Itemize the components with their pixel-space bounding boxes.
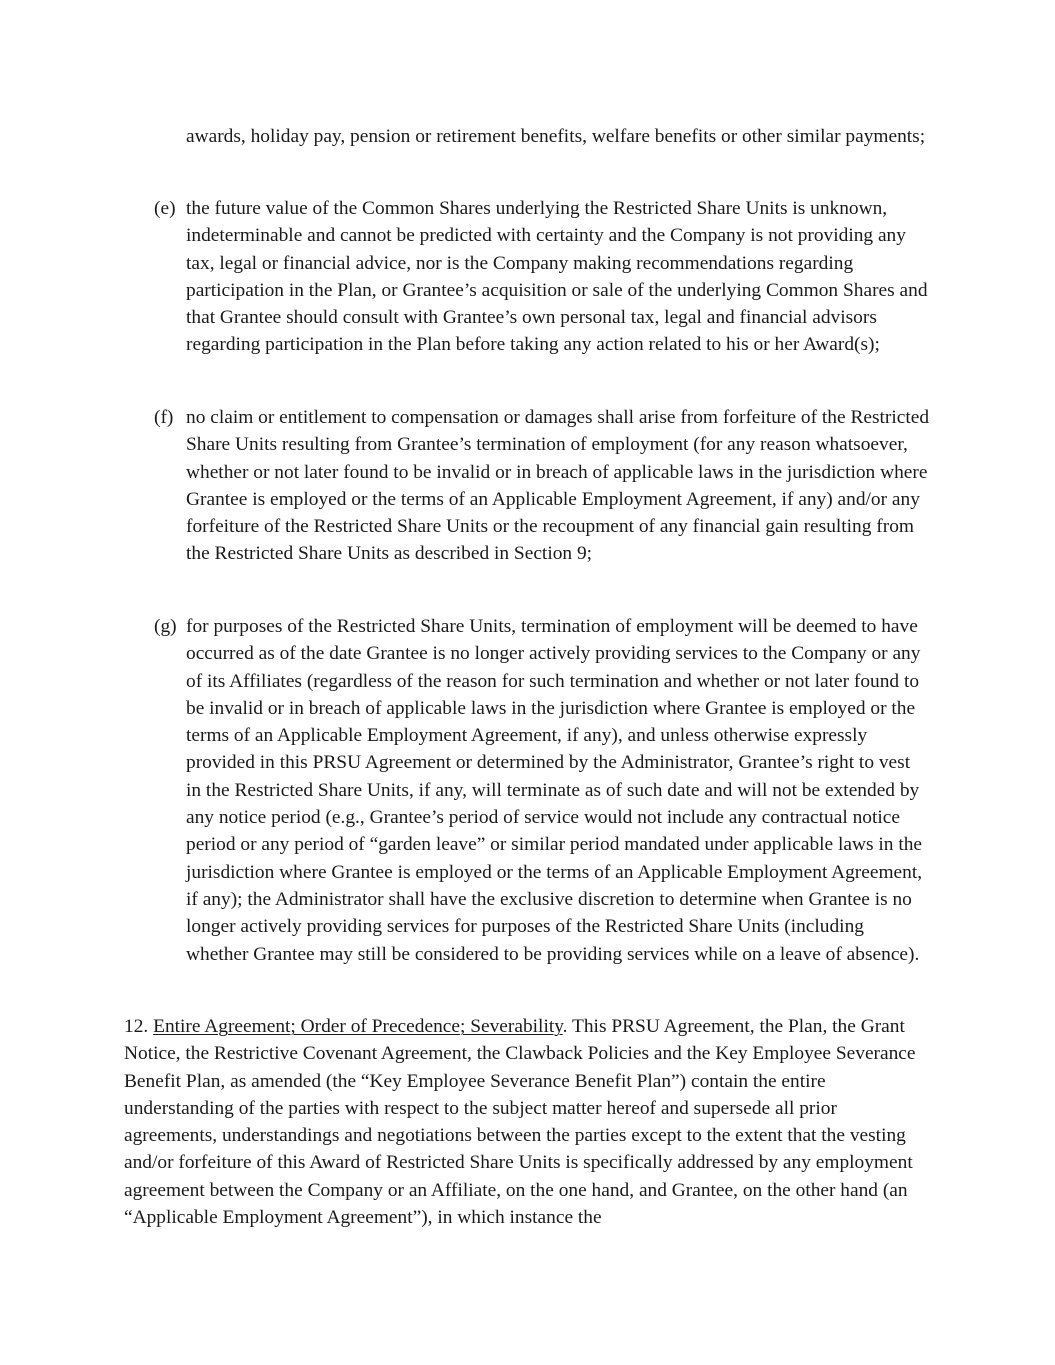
section-12-paragraph [124, 1013, 930, 1231]
section-body: This PRSU Agreement, the Plan, the Grant Notice, the Restrictive Covenant Agreement, the Clawback Policies and the Key Employee Severance Benefit Plan, as amended (the “Key Employee Severance Benefit Plan”) contain the entire understanding of the parties with respect to the subject matter hereof and supersede all prior agreements, understandings and negotiations between the parties except to the extent that the vesting and/or forfeiture of this Award of Restricted Share Units is specifically addressed by any employment agreement between the Company or an Affiliate, on the one hand, and Grantee, on the other hand (an “Applicable Employment Agreement”), in which instance the [124, 1016, 916, 1229]
section-heading-period: . [562, 1016, 568, 1037]
list-item-label: (f) [154, 407, 174, 428]
list-item-text: the future value of the Common Shares underlying the Restricted Share Units is unknown, indeterminable and cannot be predicted with certainty and the Company is not providing any tax, legal or financial advice, nor is the Company making recommendations regarding participation in the Plan, or Grantee’s acquisition or sale of the underlying Common Shares and that Grantee should consult with Grantee’s own personal tax, legal and financial advisors regarding participation in the Plan before taking any action related to his or her Award(s); [186, 198, 928, 356]
list-item-g [154, 613, 930, 968]
list-item-e [154, 195, 930, 359]
continuation-text: awards, holiday pay, pension or retirement benefits, welfare benefits or other similar payments; [186, 126, 926, 147]
list-item-text: for purposes of the Restricted Share Units, termination of employment will be deemed to have occurred as of the date Grantee is no longer actively providing services to the Company or any of its Affiliates (regardless of the reason for such termination and whether or not later found to be invalid or in breach of applicable laws in the jurisdiction where Grantee is employed or the terms of an Applicable Employment Agreement, if any), and unless otherwise expressly provided in this PRSU Agreement or determined by the Administrator, Grantee’s right to vest in the Restricted Share Units, if any, will terminate as of such date and will not be extended by any notice period (e.g., Grantee’s period of service would not include any contractual notice period or any period of “garden leave” or similar period mandated under applicable laws in the jurisdiction where Grantee is employed or the terms of an Applicable Employment Agreement, if any); the Administrator shall have the exclusive discretion to determine when Grantee is no longer actively providing services for purposes of the Restricted Share Units (including whether Grantee may still be considered to be providing services while on a leave of absence). [186, 616, 923, 965]
section-number: 12. [124, 1016, 149, 1037]
list-item-f [154, 404, 930, 568]
continuation-paragraph [186, 123, 926, 150]
list-item-label: (g) [154, 616, 177, 637]
section-heading: Entire Agreement; Order of Precedence; Severability [153, 1016, 563, 1037]
list-item-text: no claim or entitlement to compensation or damages shall arise from forfeiture of the Restricted Share Units resulting from Grantee’s termination of employment (for any reason whatsoever, whether or not later found to be invalid or in breach of applicable laws in the jurisdiction where Grantee is employed or the terms of an Applicable Employment Agreement, if any) and/or any forfeiture of the Restricted Share Units or the recoupment of any financial gain resulting from the Restricted Share Units as described in Section 9; [186, 407, 930, 565]
list-item-label: (e) [154, 198, 176, 219]
